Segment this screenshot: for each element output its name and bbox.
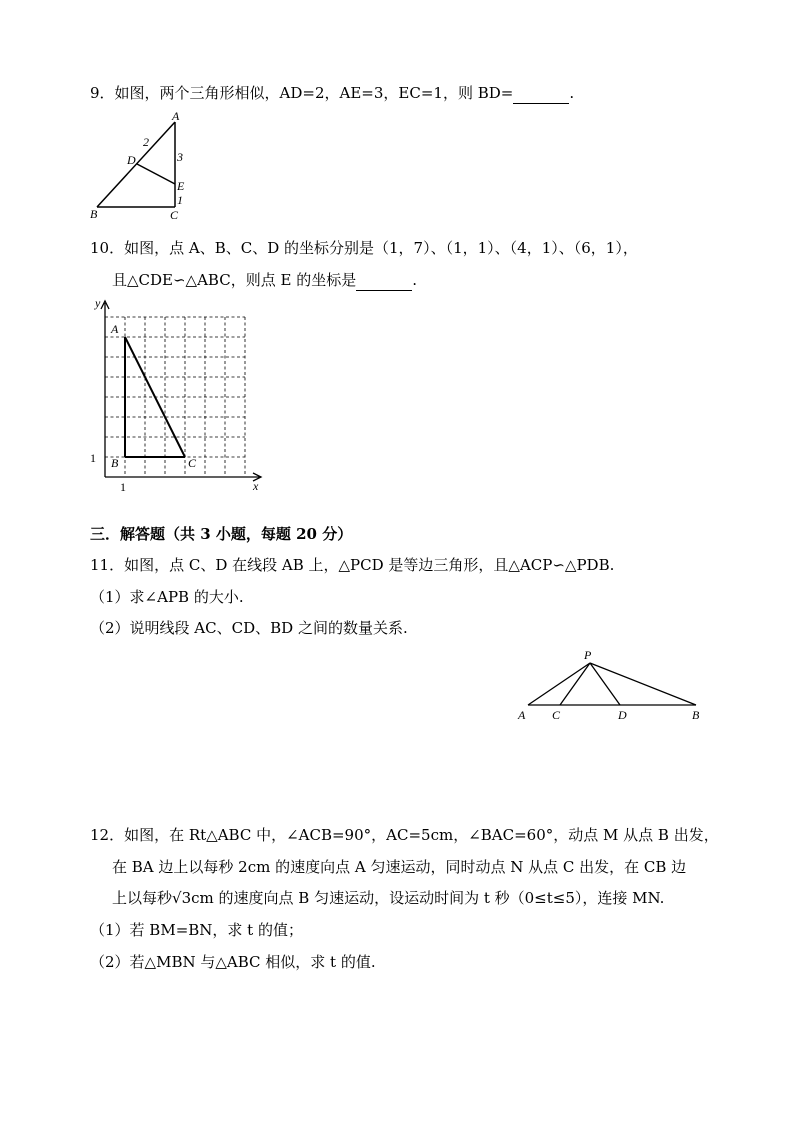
q11-part1: （1）求∠APB 的大小.	[90, 588, 244, 606]
q10-label-a: A	[111, 322, 119, 336]
q10-answer-blank[interactable]	[356, 270, 412, 291]
q9-len-ad: 2	[143, 135, 149, 149]
q9-label-b: B	[90, 207, 98, 221]
q9-segment-de	[137, 164, 175, 184]
q9-label-d: D	[127, 153, 136, 167]
q12-stem-line2: 在 BA 边上以每秒 2cm 的速度向点 A 匀速运动，同时动点 N 从点 C 出发，在 CB 边	[112, 858, 687, 876]
q9-side-ab	[97, 122, 175, 207]
q12-stem-line3: 上以每秒√3cm 的速度向点 B 匀速运动，设运动时间为 t 秒（0≤t≤5），连接 MN.	[112, 889, 665, 907]
q10-label-b: B	[111, 456, 119, 470]
q10-tick-y-1: 1	[90, 451, 96, 465]
q11-label-p: P	[584, 648, 592, 662]
q11-segment-pb	[590, 663, 696, 705]
q9-len-ae: 3	[177, 150, 183, 164]
q12-stem-line1: 12．如图，在 Rt△ABC 中，∠ACB=90°，AC=5cm，∠BAC=60°，动点 M 从点 B 出发，	[90, 826, 719, 844]
q9-len-ec: 1	[177, 193, 183, 207]
q10-axis-y-label: y	[95, 296, 101, 310]
section3-title: 三．解答题（共 3 小题，每题 20 分）	[90, 525, 353, 543]
q10-stem-line1: 10．如图，点 A、B、C、D 的坐标分别是（1，7）、（1，1）、（4，1）、（6，1），	[90, 239, 638, 257]
q11-segment-pa	[528, 663, 590, 705]
q10-label-c: C	[188, 456, 197, 470]
q9-stem: 9．如图，两个三角形相似，AD=2，AE=3，EC=1，则 BD= .	[90, 84, 575, 102]
q10-axis-x-label: x	[253, 479, 259, 493]
q11-figure	[510, 645, 710, 725]
q11-label-c: C	[552, 708, 561, 722]
q12-part2: （2）若△MBN 与△ABC 相似，求 t 的值.	[90, 953, 376, 971]
q9-label-a: A	[172, 110, 180, 123]
q9-label-c: C	[170, 208, 179, 222]
q12-part1: （1）若 BM=BN，求 t 的值；	[90, 921, 303, 939]
q11-part2: （2）说明线段 AC、CD、BD 之间的数量关系.	[90, 619, 408, 637]
q10-stem-line2: 且△CDE∽△ABC，则点 E 的坐标是 .	[112, 271, 417, 289]
q11-label-a: A	[518, 708, 526, 722]
q12-sqrt3: √3	[172, 889, 192, 907]
q11-label-b: B	[692, 708, 700, 722]
q9-figure	[85, 110, 205, 225]
q9-answer-blank[interactable]	[513, 83, 569, 104]
q9-label-e: E	[177, 179, 185, 193]
q11-stem: 11．如图，点 C、D 在线段 AB 上，△PCD 是等边三角形，且△ACP∽△PDB.	[90, 556, 615, 574]
q10-tick-x-1: 1	[120, 480, 126, 494]
q11-segment-pc	[560, 663, 590, 705]
q10-grid-figure	[85, 295, 265, 495]
q11-label-d: D	[618, 708, 627, 722]
